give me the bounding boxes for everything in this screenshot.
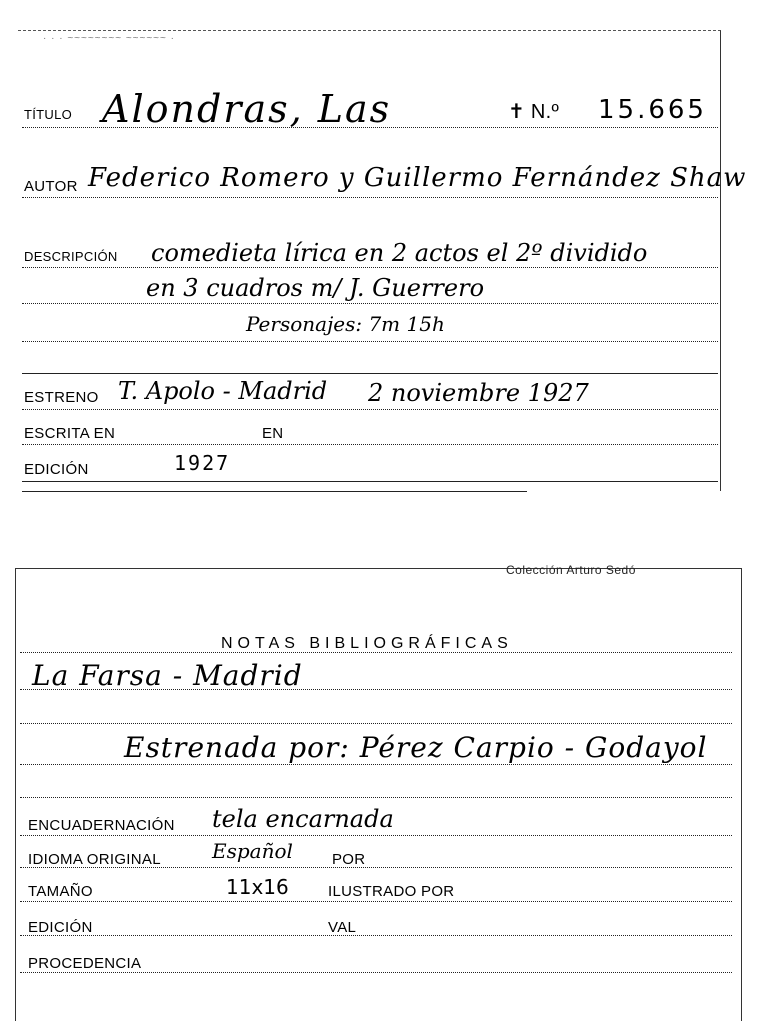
estreno-rule xyxy=(22,409,718,410)
descripcion-line-1: comedieta lírica en 2 actos el 2º dividido xyxy=(151,239,648,267)
titulo-label: TÍTULO xyxy=(24,107,73,122)
note-line-1: La Farsa - Madrid xyxy=(32,659,303,692)
descripcion-line-2: en 3 cuadros m/ J. Guerrero xyxy=(146,274,485,302)
catalog-card-notes xyxy=(15,563,742,1021)
tamano-rule xyxy=(20,901,732,902)
autor-value: Federico Romero y Guillermo Fernández Shaw xyxy=(88,163,747,193)
titulo-rule xyxy=(22,127,718,128)
notes-rule-5 xyxy=(20,797,732,798)
notes-rule-2 xyxy=(20,689,732,690)
card-bottom-rule xyxy=(22,491,527,492)
edicion-rule xyxy=(22,481,718,482)
edicion-label: EDICIÓN xyxy=(24,461,89,478)
coleccion-stamp: Colección Arturo Sedó xyxy=(506,563,636,577)
number-prefix: ✝ N.º xyxy=(508,101,560,123)
descripcion-rule-3 xyxy=(22,341,718,342)
catalog-card-main xyxy=(18,30,747,491)
idioma-rule xyxy=(20,867,732,868)
estreno-label: ESTRENO xyxy=(24,389,99,406)
autor-label: AUTOR xyxy=(24,178,78,195)
por-label: POR xyxy=(332,851,366,868)
encuadernacion-label: ENCUADERNACIÓN xyxy=(28,817,175,834)
idioma-value: Español xyxy=(212,839,293,863)
faint-header-stamp: · · · ~~~~~~~~ ~~~~~~ · xyxy=(43,33,175,44)
edicion2-label: EDICIÓN xyxy=(28,919,93,936)
note-line-2: Estrenada por: Pérez Carpio - Godayol xyxy=(124,731,708,764)
catalog-number: 15.665 xyxy=(598,95,707,125)
tamano-value: 11x16 xyxy=(226,875,289,899)
notes-rule-1 xyxy=(20,652,732,653)
descripcion-rule-2 xyxy=(22,303,718,304)
descripcion-line-3: Personajes: 7m 15h xyxy=(246,312,445,336)
valor-label: VAL xyxy=(328,919,357,936)
notas-heading: NOTAS BIBLIOGRÁFICAS xyxy=(221,635,513,652)
procedencia-label: PROCEDENCIA xyxy=(28,955,142,972)
estreno-date: 2 noviembre 1927 xyxy=(368,379,589,407)
tamano-label: TAMAÑO xyxy=(28,883,93,900)
ilustrado-label: ILUSTRADO POR xyxy=(328,883,455,900)
descripcion-rule-4 xyxy=(22,373,718,374)
autor-rule xyxy=(22,197,718,198)
estreno-value: T. Apolo - Madrid xyxy=(118,377,328,405)
escrita-rule xyxy=(22,444,718,445)
titulo-value: Alondras, Las xyxy=(102,87,392,131)
descripcion-label: DESCRIPCIÓN xyxy=(24,249,118,264)
descripcion-rule-1 xyxy=(22,267,718,268)
notes-rule-3 xyxy=(20,723,732,724)
edicion2-rule xyxy=(20,935,732,936)
encuadernacion-rule xyxy=(20,835,732,836)
notes-rule-4 xyxy=(20,764,732,765)
idioma-label: IDIOMA ORIGINAL xyxy=(28,851,161,868)
encuadernacion-value: tela encarnada xyxy=(212,805,394,833)
en-label: EN xyxy=(262,425,284,442)
escrita-en-label: ESCRITA EN xyxy=(24,425,116,442)
procedencia-rule xyxy=(20,972,732,973)
edicion-value: 1927 xyxy=(174,451,231,475)
